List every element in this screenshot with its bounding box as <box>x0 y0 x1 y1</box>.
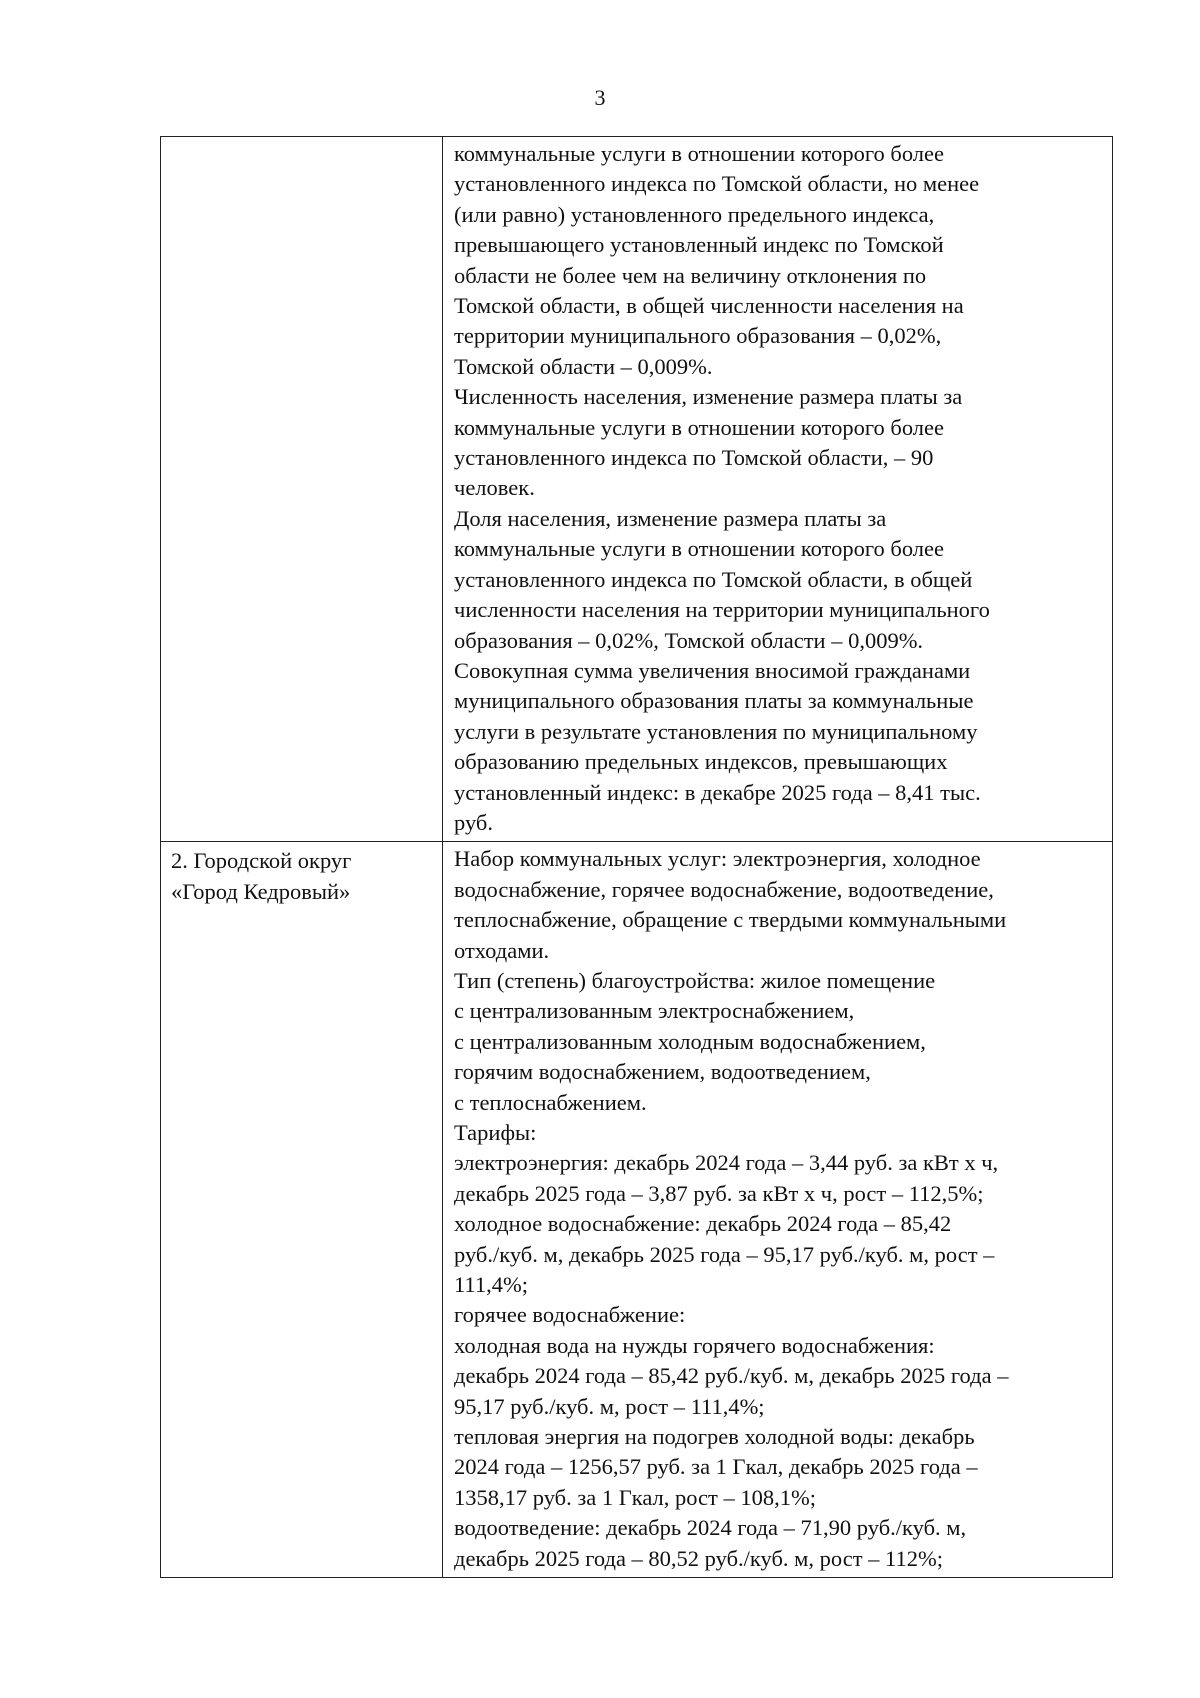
paragraph: водоотведение: декабрь 2024 года – 71,90 руб./куб. м, декабрь 2025 года – 80,52 руб./куб. м, рост – 112%; <box>454 1515 967 1571</box>
table-row <box>161 137 1113 842</box>
municipality-cell <box>161 137 443 842</box>
paragraph: холодное водоснабжение: декабрь 2024 года – 85,42 руб./куб. м, декабрь 2025 года – 95,17 руб./куб. м, рост – 111,4%; <box>454 1211 995 1298</box>
paragraph: Совокупная сумма увеличения вносимой гражданами муниципального образования платы за коммунальные услуги в результате установления по муниципальному образованию предельных индексов, превышающих установленный индекс: в декабре 2025 года – 8,41 тыс. руб. <box>454 657 981 835</box>
paragraph: Тип (степень) благоустройства: жилое помещение с централизованным электроснабжением, с централизованным холодным водоснабжением, горячим водоснабжением, водоотведением, с теплоснабжением. <box>454 967 936 1115</box>
paragraph: Доля населения, изменение размера платы за коммунальные услуги в отношении которого более установленного индекса по Томской области, в общей численности населения на территории муниципального образования – 0,02%, Томской области – 0,009%. <box>454 505 990 653</box>
paragraph: электроэнергия: декабрь 2024 года – 3,44 руб. за кВт х ч, декабрь 2025 года – 3,87 руб. за кВт х ч, рост – 112,5%; <box>454 1150 999 1206</box>
paragraph: тепловая энергия на подогрев холодной воды: декабрь 2024 года – 1256,57 руб. за 1 Гкал, декабрь 2025 года – 1358,17 руб. за 1 Гкал, рост – 108,1%; <box>454 1424 978 1510</box>
municipality-table <box>160 136 1113 1578</box>
details-cell <box>443 842 1113 1578</box>
table-row <box>161 842 1113 1578</box>
municipality-cell <box>161 842 443 1578</box>
page-number: 3 <box>594 85 606 110</box>
municipality-name: 2. Городской округ «Город Кедровый» <box>171 848 352 904</box>
details-cell <box>443 137 1113 842</box>
paragraph: холодная вода на нужды горячего водоснабжения: декабрь 2024 года – 85,42 руб./куб. м, декабрь 2025 года – 95,17 руб./куб. м, рост – 111,4%; <box>454 1332 1009 1419</box>
paragraph: горячее водоснабжение: <box>454 1302 686 1328</box>
paragraph: коммунальные услуги в отношении которого более установленного индекса по Томской области, но менее (или равно) установленного предельного индекса, превышающего установленный индекс по Томской области не более чем на величину отклонения по Томской области, в общей численности населения на территории муниципального образования – 0,02%, Томской области – 0,009%. <box>454 141 980 379</box>
paragraph: Тарифы: <box>454 1120 537 1145</box>
municipality-name <box>161 137 442 141</box>
paragraph: Численность населения, изменение размера платы за коммунальные услуги в отношении которого более установленного индекса по Томской области, – 90 человек. <box>454 384 963 501</box>
paragraph: Набор коммунальных услуг: электроэнергия, холодное водоснабжение, горячее водоснабжение, водоотведение, теплоснабжение, обращение с твердыми коммунальными отходами. <box>454 846 1007 963</box>
